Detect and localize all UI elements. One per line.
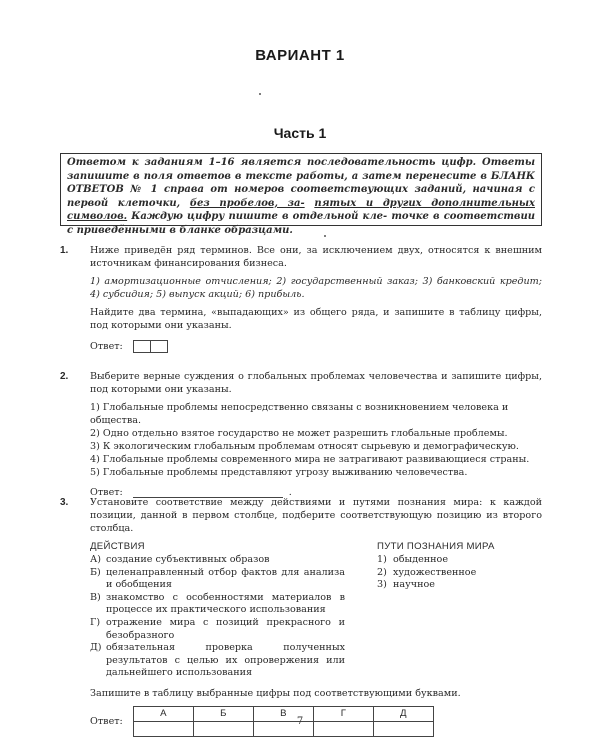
answer-end: .: [288, 487, 292, 498]
part-title: Часть 1: [273, 125, 327, 141]
task-option: 5) Глобальные проблемы представляют угрозу выживанию человечества.: [90, 467, 468, 478]
instructions-underlined: пятых и других дополнительных символов.: [67, 197, 535, 222]
list-item: 2) художественное: [377, 566, 477, 578]
task-option: 2) Одно отдельно взятое государство не может разрешить глобальные проблемы.: [90, 428, 508, 439]
table-header-cell: Г: [313, 706, 373, 721]
task-number: 1.: [60, 245, 69, 256]
instructions-line: точке в соответствии с приведёнными в бланке образцами.: [67, 211, 536, 236]
answer-label: Ответ:: [90, 715, 123, 727]
instructions-line: Каждую цифру пишите в отдельной кле-: [127, 211, 388, 222]
instructions-underlined: без пробелов, за-: [189, 197, 305, 209]
scan-speck: [259, 93, 261, 95]
table-instruction: Запишите в таблицу выбранные цифры под соответствующими буквами.: [90, 687, 461, 699]
list-item: Г) отражение мира с позиций прекрасного и безобразного: [90, 616, 345, 641]
instructions-line: поля ответов в тексте работы, а затем перенесите в БЛАНК ОТВЕТОВ № 1 справа: [67, 170, 536, 195]
answer-row: [90, 340, 542, 353]
table-header-cell: В: [253, 706, 313, 721]
task-option: 4) Глобальные проблемы современного мира не затрагивают развивающиеся страны.: [90, 454, 530, 465]
instructions-line: Ответом к заданиям 1–16 является последовательность цифр. Ответы запишите в: [67, 157, 535, 182]
list-item: А) создание субъективных образов: [90, 554, 270, 565]
ways-column: [377, 540, 542, 680]
list-item: 3) научное: [377, 579, 435, 591]
task-text: Ниже приведён ряд терминов. Все они, за исключением двух, относятся к внешним источникам финансирования бизнеса.: [90, 245, 542, 269]
actions-column: [90, 540, 345, 680]
variant-title: ВАРИАНТ 1: [255, 47, 345, 64]
table-header-cell: А: [133, 706, 193, 721]
matching-columns: [90, 540, 542, 680]
answer-cell[interactable]: [133, 340, 151, 353]
task-option: 3) К экологическим глобальным проблемам относят сырьевую и демографическую.: [90, 441, 519, 452]
column-heading: ПУТИ ПОЗНАНИЯ МИРА: [377, 541, 495, 552]
scan-speck: [324, 235, 326, 237]
task-text: Выберите верные суждения о глобальных проблемах человечества и запишите цифры, под которыми они указаны.: [90, 371, 542, 395]
task-1: [60, 244, 542, 353]
list-item: В) знакомство с особенностями материалов в процессе их практического использования: [90, 591, 345, 616]
table-header-cell: Б: [193, 706, 253, 721]
task-2: [60, 370, 542, 499]
instructions-line: от номеров соответствующих заданий, начиная с первой клеточки,: [67, 184, 535, 209]
answer-cell[interactable]: [150, 340, 168, 353]
task-question: Найдите два термина, «выпадающих» из общего ряда, и запишите в таблицу цифры, под которыми они указаны.: [90, 307, 542, 331]
task-number: 3.: [60, 497, 69, 508]
answer-label: Ответ:: [90, 341, 123, 352]
list-item: Б) целенаправленный отбор фактов для анализа и обобщения: [90, 566, 345, 591]
task-text: Установите соответствие между действиями и путями познания мира: к каждой позиции, данной в первом столбце, подберите соответствующую позицию из второго столбца.: [90, 497, 542, 534]
task-terms: 1) амортизационные отчисления; 2) государственный заказ; 3) банковский кредит; 4) субсидия; 5) выпуск акций; 6) прибыль.: [90, 276, 542, 300]
instructions-box: [60, 153, 542, 236]
task-number: 2.: [60, 371, 69, 382]
table-header-cell: Д: [373, 706, 433, 721]
list-item: Д) обязательная проверка полученных результатов с целью их опровержения или дальнейшего использования: [90, 642, 345, 679]
page-number: 7: [296, 716, 304, 727]
list-item: 1) обыденное: [377, 554, 449, 565]
answer-cells: [133, 340, 167, 353]
column-heading: ДЕЙСТВИЯ: [90, 541, 145, 552]
answer-label: Ответ:: [90, 487, 123, 498]
task-option: 1) Глобальные проблемы непосредственно связаны с возникновением человека и общества.: [90, 402, 509, 426]
task-3: [60, 496, 542, 737]
